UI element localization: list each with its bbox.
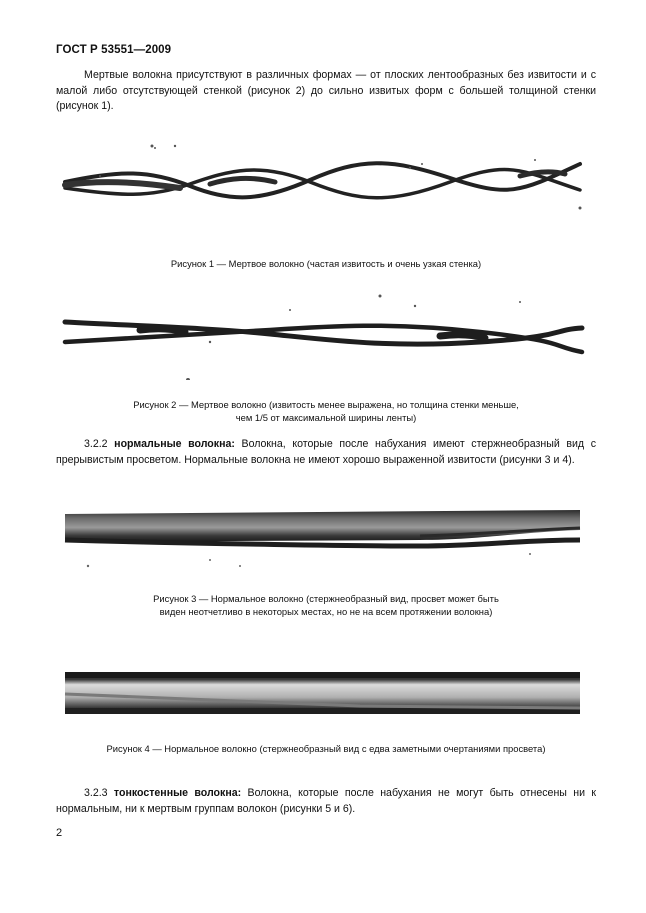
term-thin-walled-fibers: тонкостенные волокна: [113,787,242,799]
figure-2-caption-line2: чем 1/5 от максимальной ширины ленты) [235,412,417,423]
section-3-2-2 [56,437,596,468]
intro-paragraph: Мертвые волокна присутствуют в различных формах — от плоских лентообразных без извитости и с малой либо отсутствующей стенкой (рисунок 2) до сильно извитых форм с большей толщиной стенки (рисунок 1). [56,69,596,112]
section-text: Волокна, которые после набухания не могут быть отнесены ни к нормальным, ни к мертвым группам волокон (рисунки 5 и 6). [56,787,597,815]
figure-4-image [60,664,590,724]
figure-2-caption-line1: Рисунок 2 — Мертвое волокно (извитость менее выражена, но толщина стенки меньше, [133,399,519,410]
figure-3-caption-line1: Рисунок 3 — Нормальное волокно (стержнеобразный вид, просвет может быть [153,593,499,604]
section-number: 3.2.3 [84,787,108,799]
figure-1-image [60,140,590,220]
section-3-2-3 [56,786,596,817]
section-number: 3.2.2 [84,438,108,450]
figure-3-caption-line2: виден неотчетливо в некоторых местах, но не на всем протяжении волокна) [159,606,493,617]
figure-1-caption: Рисунок 1 — Мертвое волокно (частая извитость и очень узкая стенка) [170,258,482,269]
document-header: ГОСТ Р 53551—2009 [56,44,172,56]
section-text: Волокна, которые после набухания имеют стержнеобразный вид с прерывистым просветом. Нормальные волокна не имеют хорошо выраженной извитости (рисунки 3 и 4). [56,438,596,466]
figure-4-caption: Рисунок 4 — Нормальное волокно (стержнеобразный вид с едва заметными очертаниями просвета) [106,743,546,754]
page-number: 2 [56,827,63,839]
figure-3-image [60,500,590,575]
figure-2-image [60,290,590,380]
term-normal-fibers: нормальные волокна: [114,438,235,450]
